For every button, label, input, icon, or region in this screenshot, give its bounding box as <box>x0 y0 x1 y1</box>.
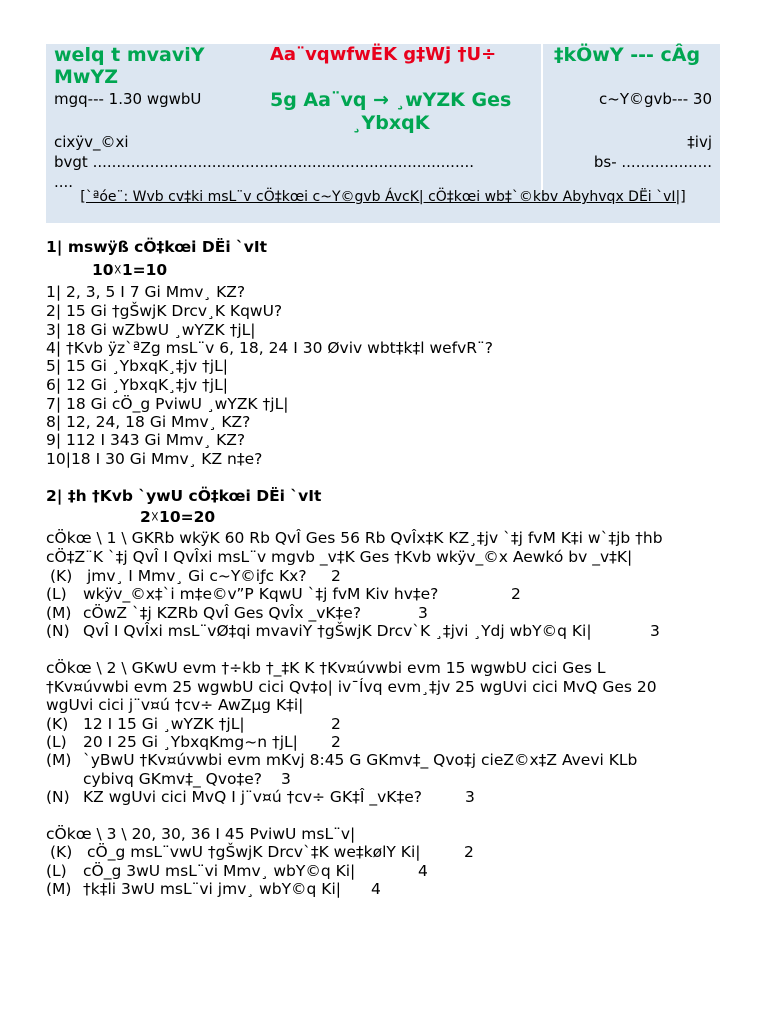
short-question-4: 4| †Kvb ÿz`ªZg msL¨v 6, 18, 24 I 30 Øviv wbt‡k‡l wefvR¨? <box>46 339 494 357</box>
q2-stem-line1: cÖkœ \ 2 \ GKwU evm †÷kb †_‡K K †Kv¤úvwbi evm 15 wgwbU cici Ges L <box>46 659 606 677</box>
q2-part-mark: 2 <box>331 715 341 733</box>
q2-part-mark: 2 <box>331 733 341 751</box>
q2-stem-line3: wgUvi cici j¨v¤ú †cv÷ AwZµg K‡i| <box>46 696 304 714</box>
short-question-5: 5| 15 Gi ¸YbxqK¸‡jv †jL| <box>46 357 228 375</box>
center-subtitle-line1: 5g Aa¨vq → ¸wYZK Ges <box>270 89 512 111</box>
q1-part-mark: 2 <box>511 585 521 603</box>
section1-heading: 1| mswÿß cÖ‡kœi DËi `vIt <box>46 238 268 256</box>
section1-marks: 10☓1=10 <box>92 261 168 279</box>
short-question-1: 1| 2, 3, 5 I 7 Gi Mmv¸ KZ? <box>46 283 246 301</box>
q3-part-mark: 4 <box>418 862 428 880</box>
q2-part-label: (M) <box>46 751 72 769</box>
header-divider <box>541 42 543 192</box>
q2-part-text: KZ wgUvi cici MvQ I j¨v¤ú †cv÷ GK‡Î _vK‡e? <box>83 788 422 806</box>
center-subtitle-line2: ¸YbxqK <box>352 112 430 134</box>
q1-stem-line1: cÖkœ \ 1 \ GKRb wkÿK 60 Rb QvÎ Ges 56 Rb QvÎx‡K KZ¸‡jv `‡j fvM K‡i w`‡jb †hb <box>46 529 663 547</box>
q3-part-text: †k‡li 3wU msL¨vi jmv¸ wbY©q Ki| <box>83 880 341 898</box>
short-question-9: 9| 112 I 343 Gi Mmv¸ KZ? <box>46 431 246 449</box>
short-question-2: 2| 15 Gi †gŠwjK Drcv¸K KqwU? <box>46 302 283 320</box>
q2-part-text: `yBwU †Kv¤úvwbi evm mKvj 8:45 G GKmv‡_ Qvo‡j cieZ©x‡Z Avevi KLb <box>83 751 638 769</box>
full-marks-label: c~Y©gvb--- 30 <box>599 90 712 108</box>
short-question-10: 10|18 I 30 Gi Mmv¸ KZ n‡e? <box>46 450 263 468</box>
section2-marks: 2☓10=20 <box>140 508 216 526</box>
q1-part-label: (K) <box>50 567 73 585</box>
exam-header <box>46 42 720 223</box>
time-label: mgq--- 1.30 wgwbU <box>54 90 202 108</box>
q1-part-mark: 3 <box>650 622 660 640</box>
short-question-3: 3| 18 Gi wZbwU ¸wYZK †jL| <box>46 321 256 339</box>
left-title-line2: MwYZ <box>54 66 118 88</box>
q1-part-label: (M) <box>46 604 72 622</box>
q2-part-label: (K) <box>46 715 69 733</box>
q3-part-text: cÖ_g 3wU msL¨vi Mmv¸ wbY©q Ki| <box>83 862 356 880</box>
q1-part-text: wkÿv_©x‡`i m‡e©v”P KqwU `‡j fvM Kiv hv‡e? <box>83 585 439 603</box>
instruction-note: [`ªóe¨: Wvb cv‡ki msL¨v cÖ‡kœi c~Y©gvb ÁvcK| cÖ‡kœi wb‡`©kbv Abyhvqx DËi `vI|] <box>80 189 686 205</box>
q3-part-label: (K) <box>50 843 73 861</box>
q3-part-text: cÖ_g msL¨vwU †gŠwjK Drcv`‡K we‡kølY Ki| <box>87 843 421 861</box>
q1-part-text: QvÎ I QvÎxi msL¨vØ‡qi mvaviY †gŠwjK Drcv`K ¸‡jvi ¸Ydj wbY©q Ki| <box>83 622 592 640</box>
center-title: Aa¨vqwfwËK g‡Wj †U÷ <box>270 44 497 65</box>
name-field-label: bvgt ................................................................................ <box>54 153 475 171</box>
q2-part-text: 20 I 25 Gi ¸YbxqKmg~n †jL| <box>83 733 298 751</box>
q1-part-text: jmv¸ I Mmv¸ Gi c~Y©iƒc Kx? <box>87 567 307 585</box>
q3-part-mark: 4 <box>371 880 381 898</box>
q2-part-text-cont: cybivq GKmv‡_ Qvo‡e? <box>83 770 263 788</box>
q2-part-label: (N) <box>46 788 70 806</box>
section-field-label: bs- ................... <box>593 153 712 171</box>
examinee-label: cixÿv_©xi <box>54 133 129 151</box>
short-question-8: 8| 12, 24, 18 Gi Mmv¸ KZ? <box>46 413 251 431</box>
q1-part-label: (N) <box>46 622 70 640</box>
short-question-7: 7| 18 Gi cÖ_g PviwU ¸wYZK †jL| <box>46 395 289 413</box>
q2-part-mark: 3 <box>281 770 291 788</box>
q3-stem: cÖkœ \ 3 \ 20, 30, 36 I 45 PviwU msL¨v| <box>46 825 356 843</box>
q3-part-label: (M) <box>46 880 72 898</box>
roll-label: ‡ivj <box>687 133 712 151</box>
left-title-line1: welq t mvaviY <box>54 44 205 66</box>
q1-part-text: cÖwZ `‡j KZRb QvÎ Ges QvÎx _vK‡e? <box>83 604 362 622</box>
q2-part-label: (L) <box>46 733 67 751</box>
q1-part-mark: 2 <box>331 567 341 585</box>
right-title: ‡kÖwY --- cÂg <box>554 44 701 66</box>
q3-part-label: (L) <box>46 862 67 880</box>
q2-part-mark: 3 <box>465 788 475 806</box>
short-question-6: 6| 12 Gi ¸YbxqK¸‡jv †jL| <box>46 376 228 394</box>
q2-part-text: 12 I 15 Gi ¸wYZK †jL| <box>83 715 245 733</box>
section2-heading: 2| ‡h †Kvb `ywU cÖ‡kœi DËi `vIt <box>46 487 322 505</box>
q3-part-mark: 2 <box>464 843 474 861</box>
q1-part-label: (L) <box>46 585 67 603</box>
name-field-continuation: .... <box>54 173 74 191</box>
q1-part-mark: 3 <box>418 604 428 622</box>
q2-stem-line2: †Kv¤úvwbi evm 25 wgwbU cici Qv‡o| iv¯Ívq evm¸‡jv 25 wgUvi cici MvQ Ges 20 <box>46 678 657 696</box>
q1-stem-line2: cÖ‡Z¨K `‡j QvÎ I QvÎxi msL¨v mgvb _v‡K Ges †Kvb wkÿv_©x Aewkó bv _v‡K| <box>46 548 633 566</box>
